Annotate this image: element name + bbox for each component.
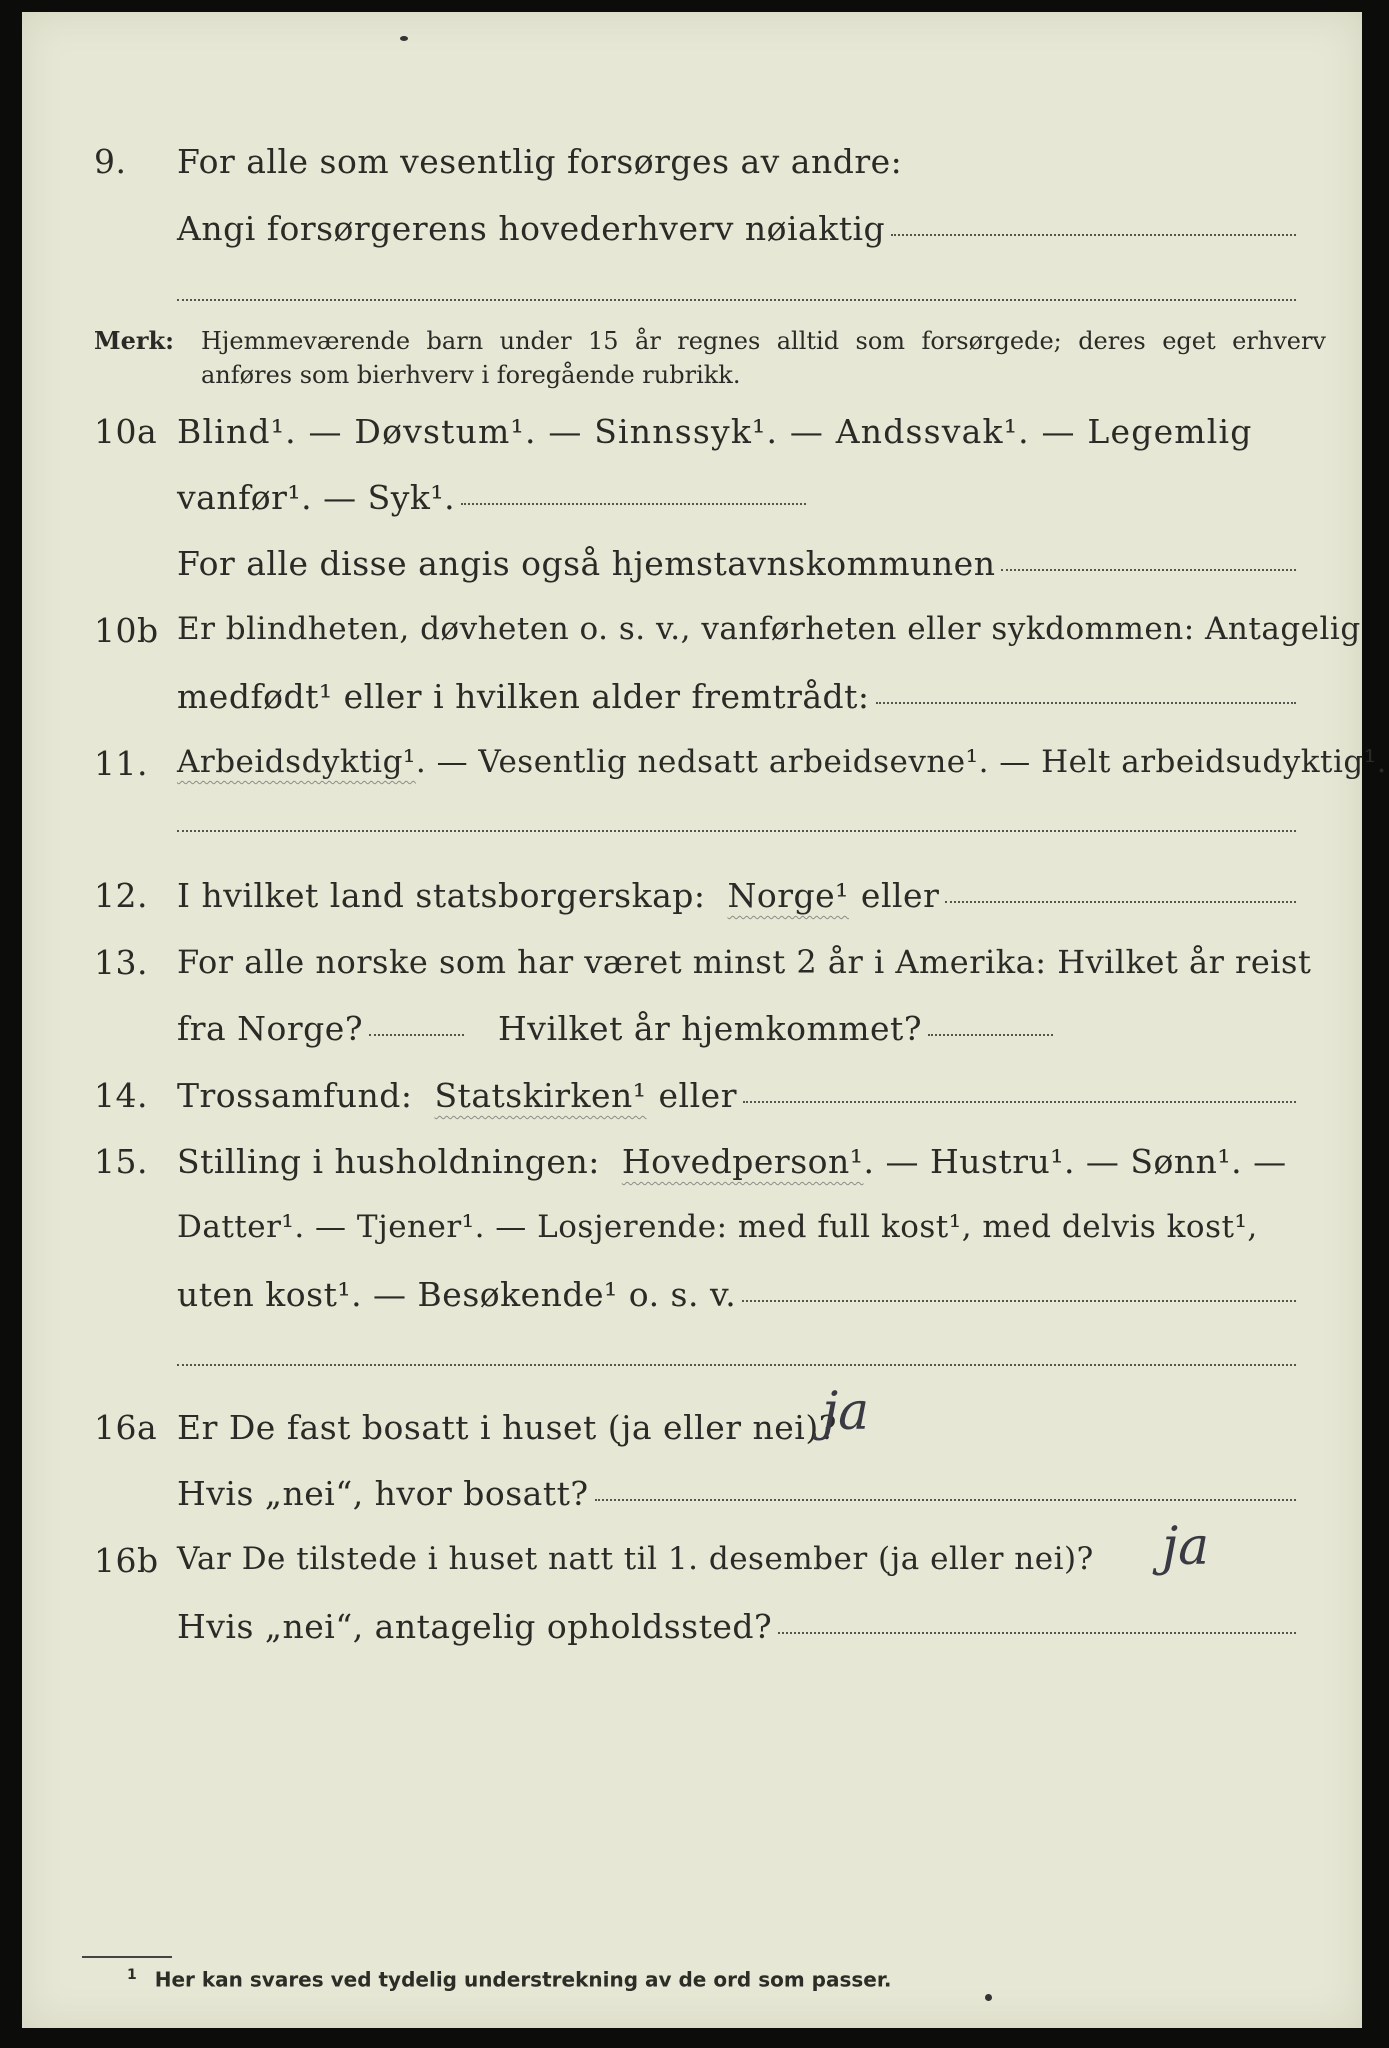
q10a-row2 <box>22 478 1362 538</box>
q10b-row2 <box>22 677 1362 737</box>
q12-row <box>22 876 1362 936</box>
q15-line3: uten kost¹. — Besøkende¹ o. s. v. <box>177 1275 737 1314</box>
q9-extra-answer-line[interactable] <box>177 299 1296 301</box>
q10b-number: 10b <box>94 611 159 650</box>
q15-line2: Datter¹. — Tjener¹. — Losjerende: med full kost¹, med delvis kost¹, <box>177 1209 1258 1245</box>
footnote-mark: 1 <box>127 1967 137 1983</box>
q15-number: 15. <box>94 1142 148 1181</box>
q10a-row <box>22 412 1362 472</box>
q16a-number: 16a <box>94 1408 158 1447</box>
q9-number: 9. <box>94 142 127 181</box>
q9-row <box>22 142 1362 202</box>
footnote-rule <box>82 1956 172 1958</box>
q10b-answer-field[interactable] <box>876 701 1296 704</box>
q16a-line2: Hvis „nei“, hvor bosatt? <box>177 1474 589 1513</box>
q13-part2: Hvilket år hjemkommet? <box>498 1009 923 1048</box>
q11-number: 11. <box>94 744 148 783</box>
q10b-row <box>22 611 1362 671</box>
paper-speck <box>985 1994 992 2001</box>
q12-number: 12. <box>94 876 148 915</box>
q16b-answer-field[interactable] <box>778 1631 1296 1634</box>
q15-row <box>22 1142 1362 1202</box>
q15-answer-field[interactable] <box>742 1299 1296 1302</box>
q16a-row2 <box>22 1474 1362 1534</box>
q16b-line1: Var De tilstede i huset natt til 1. desember (ja eller nei)? <box>177 1541 1094 1577</box>
q14-row <box>22 1076 1362 1136</box>
q13-row2 <box>22 1009 1362 1069</box>
q9-line2: Angi forsørgerens hovederhverv nøiaktig <box>177 209 886 248</box>
q9-answer-field[interactable] <box>891 233 1296 236</box>
q14-number: 14. <box>94 1076 148 1115</box>
q13-line1: For alle norske som har været minst 2 år i Amerika: Hvilket år reist <box>177 943 1312 981</box>
q10a-hometown-field[interactable] <box>1001 568 1296 571</box>
q10a-row3 <box>22 544 1362 604</box>
q13-return-field[interactable] <box>928 1033 1053 1036</box>
q16a-answer-field[interactable] <box>595 1498 1296 1501</box>
q14-option-statskirken[interactable]: Statskirken¹ <box>434 1076 647 1115</box>
q10a-line1: Blind¹. — Døvstum¹. — Sinnssyk¹. — Andssvak¹. — Legemlig <box>177 412 1253 451</box>
q12-option-norge[interactable]: Norge¹ <box>727 876 849 915</box>
merk-text: Hjemmeværende barn under 15 år regnes alltid som forsørgede; deres eget erhverv anføres som bierhverv i foregående rubrikk. <box>201 327 1326 389</box>
merk-label: Merk: <box>94 326 174 355</box>
q10b-line1: Er blindheten, døvheten o. s. v., vanførheten eller sykdommen: Antagelig <box>177 611 1361 647</box>
q14-suffix: eller <box>658 1076 737 1115</box>
q12-prefix: I hvilket land statsborgerskap: <box>177 876 706 915</box>
footnote-text: Her kan svares ved tydelig understrekning av de ord som passer. <box>154 1967 892 1992</box>
q15-option-hovedperson[interactable]: Hovedperson¹ <box>621 1142 864 1181</box>
q11-row <box>22 744 1388 804</box>
q11-extra-answer-line[interactable] <box>177 830 1296 832</box>
q16a-line1: Er De fast bosatt i huset (ja eller nei)? <box>177 1408 837 1447</box>
q13-number: 13. <box>94 943 148 982</box>
q16b-row <box>22 1541 1362 1601</box>
q13-row <box>22 943 1362 1003</box>
q16a-row <box>22 1408 1362 1468</box>
q13-departure-field[interactable] <box>369 1033 464 1036</box>
q12-answer-field[interactable] <box>945 900 1296 903</box>
q15-extra-answer-line[interactable] <box>177 1364 1296 1366</box>
q16b-number: 16b <box>94 1541 159 1580</box>
footnote <box>127 1967 891 1992</box>
q15-row3 <box>22 1275 1362 1335</box>
q15-prefix: Stilling i husholdningen: <box>177 1142 600 1181</box>
q16b-handwritten-answer[interactable]: ja <box>1162 1517 1210 1577</box>
census-form-page <box>22 12 1388 2028</box>
paper-speck <box>400 36 408 41</box>
q10a-line2: vanfør¹. — Syk¹. <box>177 478 456 517</box>
q11-option-arbeidsdyktig[interactable]: Arbeidsdyktig¹ <box>177 744 416 780</box>
q10a-number: 10a <box>94 412 158 451</box>
q13-part1: fra Norge? <box>177 1009 364 1048</box>
q9-row2 <box>22 209 1362 269</box>
q10b-line2: medfødt¹ eller i hvilken alder fremtrådt: <box>177 677 870 716</box>
q14-prefix: Trossamfund: <box>177 1076 413 1115</box>
q15-row2 <box>22 1209 1362 1269</box>
q16a-handwritten-answer[interactable]: ja <box>822 1382 870 1442</box>
q10a-answer-field[interactable] <box>461 502 806 505</box>
q12-suffix: eller <box>860 876 940 915</box>
q14-answer-field[interactable] <box>743 1100 1296 1103</box>
q10a-line3: For alle disse angis også hjemstavnskommunen <box>177 544 996 583</box>
q15-suffix: . — Hustru¹. — Sønn¹. — <box>863 1142 1287 1181</box>
q16b-row2 <box>22 1607 1362 1667</box>
q9-line1: For alle som vesentlig forsørges av andre: <box>177 142 903 181</box>
q11-rest: . — Vesentlig nedsatt arbeidsevne¹. — Helt arbeidsudyktig¹. <box>415 744 1388 780</box>
q16b-line2: Hvis „nei“, antagelig opholdssted? <box>177 1607 773 1646</box>
